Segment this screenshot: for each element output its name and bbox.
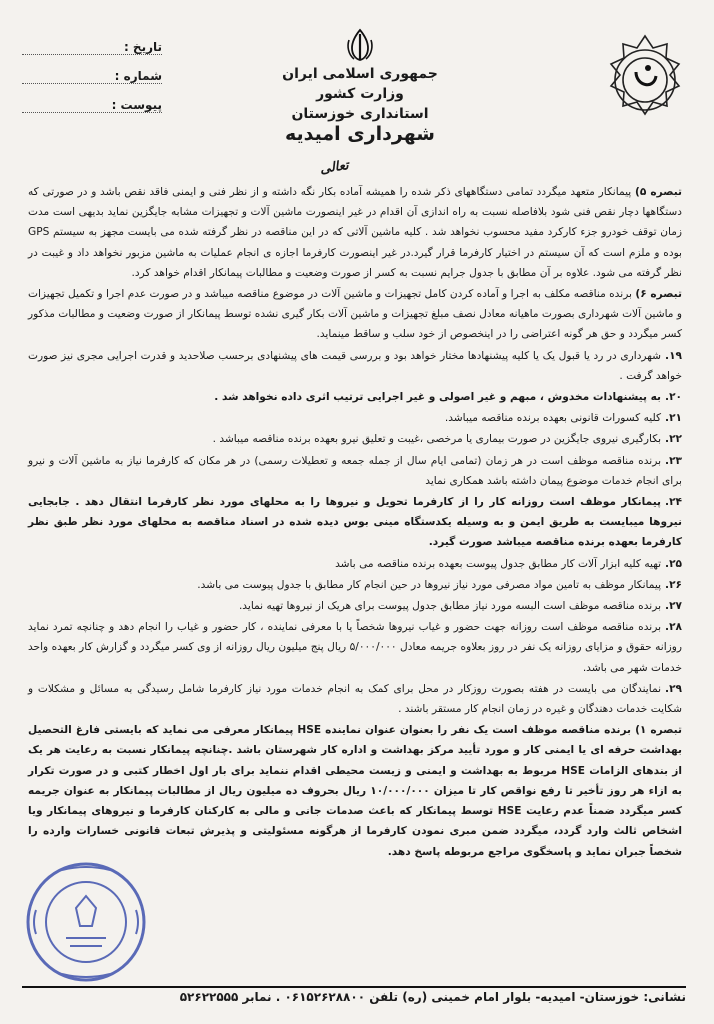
letterhead-country: جمهوری اسلامی ایران (282, 66, 438, 82)
list-item: ۲۰.به پیشنهادات مخدوش ، مبهم و غیر اصولی و غیر اجرایی ترتیب اثری داده نخواهد شد . (214, 391, 682, 404)
list-item: ۲۲.بکارگیری نیروی جایگزین در صورت بیماری یا مرخصی ،غیبت و تعلیق نیرو بعهده برنده مناقصه میباشد . (212, 433, 682, 446)
list-item: ۲۳.برنده مناقصه موظف است در هر زمان (تمامی ایام سال از جمله جمعه و تعطیلات رسمی) در هر مکان که کارفرما نیاز به ماشین آلات و نیرو برای انجام خدمات موضوع پیمان داشته باشد همکاری نماید (28, 454, 682, 487)
letter-body (28, 182, 682, 863)
municipality-stamp-icon (22, 858, 150, 986)
list-item: ۲۵.تهیه کلیه ابزار آلات کار مطابق جدول پیوست بعهده برنده مناقصه می باشد (335, 557, 682, 570)
number-field: شماره : (22, 59, 162, 84)
note-6: تبصره ۶) برنده مناقصه مکلف به اجرا و آماده کردن کامل تجهیزات و ماشین آلات در موضوع مناقصه میباشد و در صورت عدم اجرا و تکمیل تجهیزات و ماشین آلات شهرداری بصورت ماهیانه معادل نصف مبلغ تجهیزات و ماشین آلات بکار گیری نشده توسط پیمانکار از صورت وضعیت و مطالبات مذکور کسر میگردد و حق هر گونه اعتراضی را در اینخصوص از خود سلب و ساقط مینماید. (28, 288, 682, 341)
iran-emblem-icon (346, 28, 374, 62)
list-item: ۲۷.برنده مناقصه موظف است البسه مورد نیاز مطابق جدول پیوست برای هریک از نیروها تهیه نماید. (238, 600, 682, 613)
letterhead-ministry: وزارت کشور (316, 86, 404, 102)
footer-divider (22, 986, 686, 988)
list-item: ۱۹.شهرداری در رد یا قبول یک یا کلیه پیشنهادها مختار خواهد بود و بررسی قیمت های پیشنهادی برحسب صلاحدید و قدرت اجرایی مجری نیز صورت خواهد گرفت . (28, 349, 682, 382)
attachment-field: پیوست : (22, 88, 162, 113)
municipality-logo-icon (594, 30, 696, 130)
list-item: ۲۱.کلیه کسورات قانونی بعهده برنده مناقصه میباشد. (444, 412, 682, 425)
salutation: تعالی (319, 158, 350, 177)
list-item: ۲۸.برنده مناقصه موظف است روزانه جهت حضور و غیاب نیروها شخصاً یا با معرفی نماینده ، کار حضور و غیاب را انجام دهد و چنانچه تمرد نماید روزانه حقوق و مزایای روزانه یک نفر در روز بعلاوه جریمه معادل ۵/۰۰۰/۰۰۰ ریال پنج میلیون ریال روزانه از وی کسر میگردد و گزارش کار بعهده واحد خدمات شهر می باشد. (28, 621, 683, 674)
list-item: ۲۶.پیمانکار موظف به تامین مواد مصرفی مورد نیاز نیروها در حین انجام کار مطابق با جدول پیوست می باشد. (197, 578, 682, 591)
footer-address: نشانی: خوزستان- امیدیه- بلوار امام خمینی (ره) تلفن ۰۶۱۵۲۶۲۸۸۰۰ . نمابر ۵۲۶۲۲۵۵۵ (179, 990, 686, 1004)
letterhead-municipality: شهرداری امیدیه (285, 123, 435, 145)
list-item: ۲۴.پیمانکار موظف است روزانه کار را از کارفرما تحویل و نیروها را به محلهای مورد نظر کارفرما انتقال دهد . جابجایی نیروها میبایست به طریق ایمن و به وسیله یکدستگاه مینی بوس دیده شده در اسناد مناقصه به محلهای مورد نظر طبق نظر کارفرما بعهده برنده مناقصه میباشد صورت گیرد. (28, 496, 682, 549)
letterhead-province: استانداری خوزستان (291, 106, 429, 122)
list-item: ۲۹.نمایندگان می بایست در هفته بصورت روزکار در محل برای کمک به انجام خدمات مورد نیاز کارفرما شامل رسیدگی به مسائل و مشکلات و شکایت خدمات دهندگان و غیره در زمان انجام کار مستقر باشند . (28, 682, 682, 716)
letterhead (270, 28, 450, 144)
note-5: تبصره ۵) پیمانکار متعهد میگردد تمامی دستگاههای ذکر شده را همیشه آماده بکار نگه داشته و از نظر فنی و ایمنی فاقد نقص باشد و در صورتی که دستگاهها دچار نقص فنی شود بلافاصله نسبت به راه اندازی آن اقدام در غیر اینصورت ماشین آلات و تجهیزات مشابه جایگزین نماید بدیهی است مدت زمان توقف خودرو جزء کارکرد مفید محسوب نخواهد شد . کلیه ماشین آلاتی که در این مناقصه در نظر گرفته شده می بایست مجهز به سیستم GPS بوده و ملزم است که آن سیستم در اختیار کارفرما قرار گیرد.در غیر اینصورت کارفرما اجازه ی انجام عملیات به ماشین مزبور نخواهد داد و غیبت در نظر گرفته می شود. علاوه بر آن مطابق با جدول جرایم نسبت به کسر از صورت وضعیت و مطالبات پیمانکار اقدام خواهد کرد. (28, 186, 683, 279)
date-field: تاریخ : (22, 30, 162, 55)
note-1-hse: تبصره ۱) برنده مناقصه موظف است یک نفر را بعنوان عنوان نماینده HSE پیمانکار معرفی می نماید که بایستی فارغ التحصیل بهداشت حرفه ای یا ایمنی کار و مورد تأیید مرکز بهداشت و اداره کار شهرستان باشد .چنانچه پیمانکار نسبت به رعایت هر یک از بندهای الزامات HSE مربوط به بهداشت و ایمنی و زیست محیطی اقدام ننماید برای بار اول اخطار کتبی و در صورت تکرار به ازاء هر روز تأخیر تا رفع نواقص کار تا میزان ۱۰/۰۰۰/۰۰۰ ریال بحروف ده میلیون ریال از مطالبات پیمانکار به عنوان جریمه کسر میگردد ضمناً عدم رعایت HSE توسط پیمانکار که باعث صدمات جانی و مالی به کارکنان کارفرما و نیروهای پیمانکار ویا اشخاص ثالث وارد گردد، میگردد ضمن مبری نمودن کارفرما از هرگونه مسئولیتی و پذیرش تبعات قانونی خسارات وارده را شخصاً جبران نماید و پاسخگوی مراجع مربوطه پاسخ دهد. (28, 724, 682, 858)
meta-fields (22, 30, 162, 117)
